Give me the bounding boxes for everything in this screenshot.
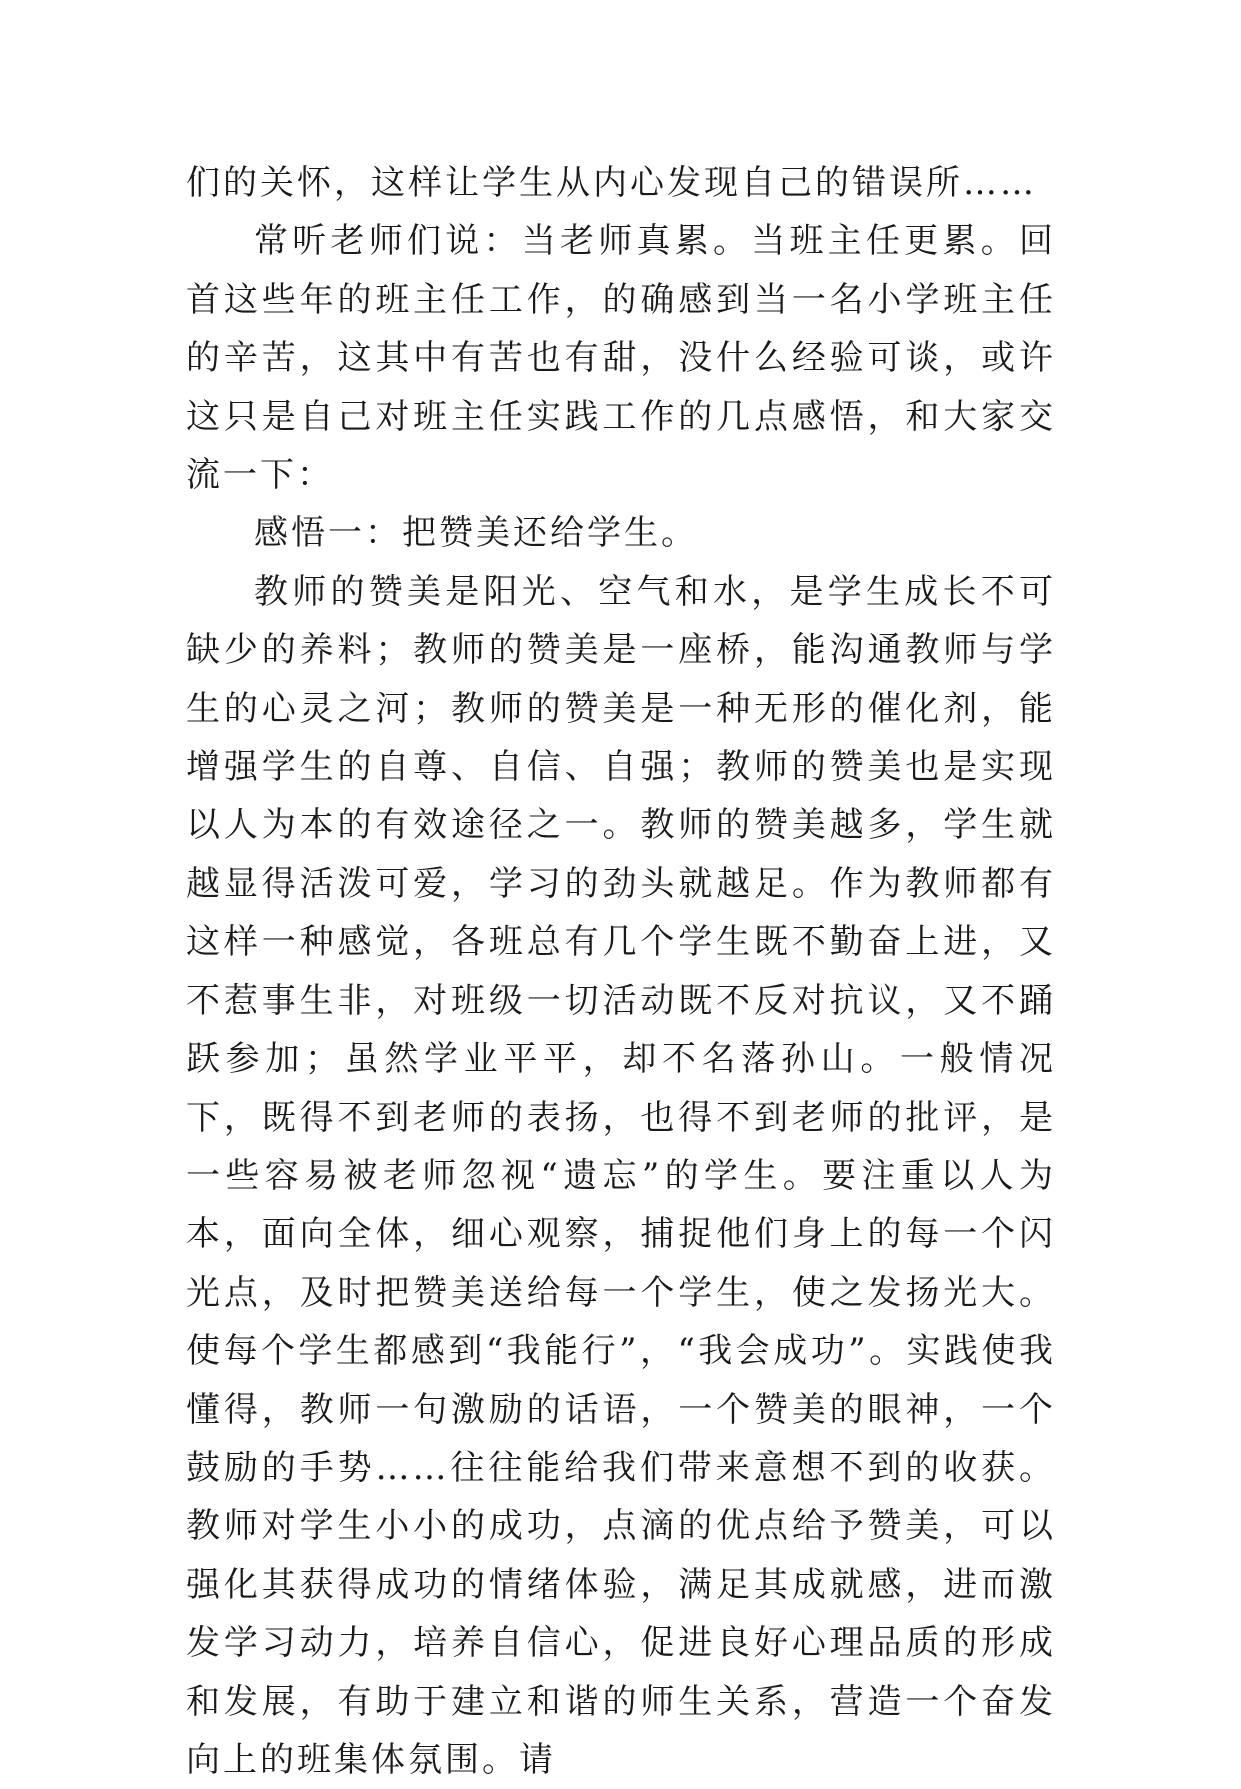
paragraph-intro: 常听老师们说：当老师真累。当班主任更累。回首这些年的班主任工作，的确感到当一名小学班主任的辛苦，这其中有苦也有甜，没什么经验可谈，或许这只是自己对班主任实践工作的几点感悟，和大家交流一下：	[186, 221, 1056, 496]
section-heading: 感悟一：把赞美还给学生。	[254, 513, 698, 554]
paragraph-continuation: 们的关怀，这样让学生从内心发现自己的错误所……	[186, 163, 1037, 203]
paragraph-body: 教师的赞美是阳光、空气和水，是学生成长不可缺少的养料；教师的赞美是一座桥，能沟通教师与学生的心灵之河；教师的赞美是一种无形的催化剂，能增强学生的自尊、自信、自强；教师的赞美也是实现以人为本的有效途径之一。教师的赞美越多，学生就越显得活泼可爱，学习的劲头就越足。作为教师都有这样一种感觉，各班总有几个学生既不勤奋上进，又不惹事生非，对班级一切活动既不反对抗议，又不踊跃参加；虽然学业平平，却不名落孙山。一般情况下，既得不到老师的表扬，也得不到老师的批评，是一些容易被老师忽视“遗忘”的学生。要注重以人为本，面向全体，细心观察，捕捉他们身上的每一个闪光点，及时把赞美送给每一个学生，使之发扬光大。使每个学生都感到“我能行”，“我会成功”。实践使我懂得，教师一句激励的话语，一个赞美的眼神，一个鼓励的手势……往往能给我们带来意想不到的收获。教师对学生小小的成功，点滴的优点给予赞美，可以强化其获得成功的情绪体验，满足其成就感，进而激发学习动力，培养自信心，促进良好心理品质的形成和发展，有助于建立和谐的师生关系，营造一个奋发向上的班集体氛围。请	[186, 571, 1056, 1780]
document-body	[186, 154, 1056, 1789]
